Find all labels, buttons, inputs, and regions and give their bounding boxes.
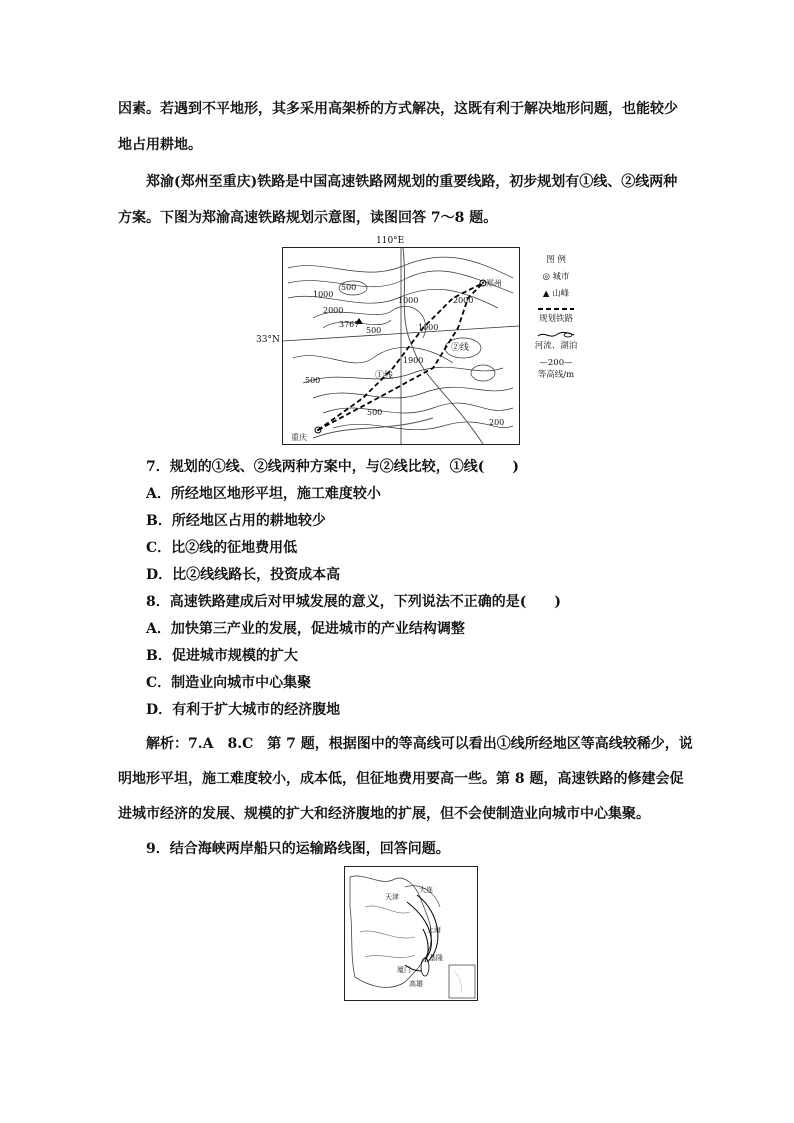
contour-label: 1000 [418,323,439,332]
analysis-line: 明地形平坦，施工难度较小，成本低，但征地费用要高一些。第 8 题，高速铁路的修建会促 [118,771,684,787]
contour-label: 1000 [313,290,334,299]
question-8-stem: 8．高速铁路建成后对甲城发展的意义，下列说法不正确的是( ) [146,594,561,610]
question-7-option-d: D．比②线线路长，投资成本高 [146,567,341,583]
legend-peak: ▲ 山峰 [542,289,570,299]
city-label-zhengzhou: 郑州 [486,279,502,288]
city-label-shanghai: 上海 [427,926,441,934]
latitude-label: 33°N [256,335,280,345]
contour-label: 2000 [453,296,474,305]
contour-label: 500 [366,326,382,335]
rail-line-1-label: ①线 [375,371,394,381]
question-8-option-a: A．加快第三产业的发展，促进城市的产业结构调整 [146,621,465,637]
contour-label: 1000 [398,296,419,305]
contour-map-graphic [283,248,519,444]
rail-legend-icon [536,306,576,312]
paragraph-line: 地占用耕地。 [118,137,202,153]
contour-label: 500 [367,408,383,417]
legend-rail: 规划铁路 [538,314,573,324]
legend-city: ◎ 城市 [542,272,570,282]
contour-label: 500 [305,376,321,385]
question-7-option-b: B．所经地区占用的耕地较少 [146,513,326,529]
contour-label: 200 [489,418,505,427]
question-8-option-b: B．促进城市规模的扩大 [146,648,298,664]
question-8-option-d: D．有利于扩大城市的经济腹地 [146,702,341,718]
legend-river: 河流、湖泊 [534,341,578,351]
rail-line-2-label: ②线 [451,343,470,353]
contour-label: 1900 [403,356,424,365]
city-label-xiamen: 厦门 [397,966,411,974]
legend-title: 图 例 [546,255,566,265]
paragraph-line: 郑渝(郑州至重庆)铁路是中国高速铁路网规划的重要线路，初步规划有①线、②线两种 [146,174,678,190]
contour-label: 3767 [339,320,360,329]
river-legend-icon [536,331,576,339]
contour-label: 500 [341,283,357,292]
paragraph-line: 因素。若遇到不平地形，其多采用高架桥的方式解决，这既有利于解决地形问题，也能较少 [118,101,678,117]
railway-contour-map [282,247,520,445]
question-7-option-a: A．所经地区地形平坦，施工难度较小 [146,486,381,502]
question-8-option-c: C．制造业向城市中心集聚 [146,675,312,691]
question-9-stem: 9．结合海峡两岸船只的运输路线图，回答问题。 [146,841,450,857]
question-7-stem: 7．规划的①线、②线两种方案中，与②线比较，①线( ) [146,459,519,475]
analysis-line: 解析：7.A 8.C 第 7 题，根据图中的等高线可以看出①线所经地区等高线较稀少，说 [146,736,693,752]
city-label-dalian: 大连 [419,886,433,894]
strait-shipping-map [344,866,478,1001]
map-legend [520,255,592,387]
legend-contour-value: —200— [539,358,573,368]
city-label-tianjin: 天津 [385,893,399,901]
city-label-chongqing: 重庆 [291,433,307,442]
paragraph-line: 方案。下图为郑渝高速铁路规划示意图，读图回答 7～8 题。 [118,210,498,226]
city-label-keelung: 基隆 [429,954,443,962]
analysis-line: 进城市经济的发展、规模的扩大和经济腹地的扩展，但不会使制造业向城市中心集聚。 [118,806,650,822]
longitude-label: 110°E [376,236,405,246]
city-label-kaohsiung: 高雄 [409,980,423,988]
question-7-option-c: C．比②线的征地费用低 [146,540,298,556]
legend-contour: 等高线/m [537,370,575,380]
contour-label: 2000 [323,306,344,315]
